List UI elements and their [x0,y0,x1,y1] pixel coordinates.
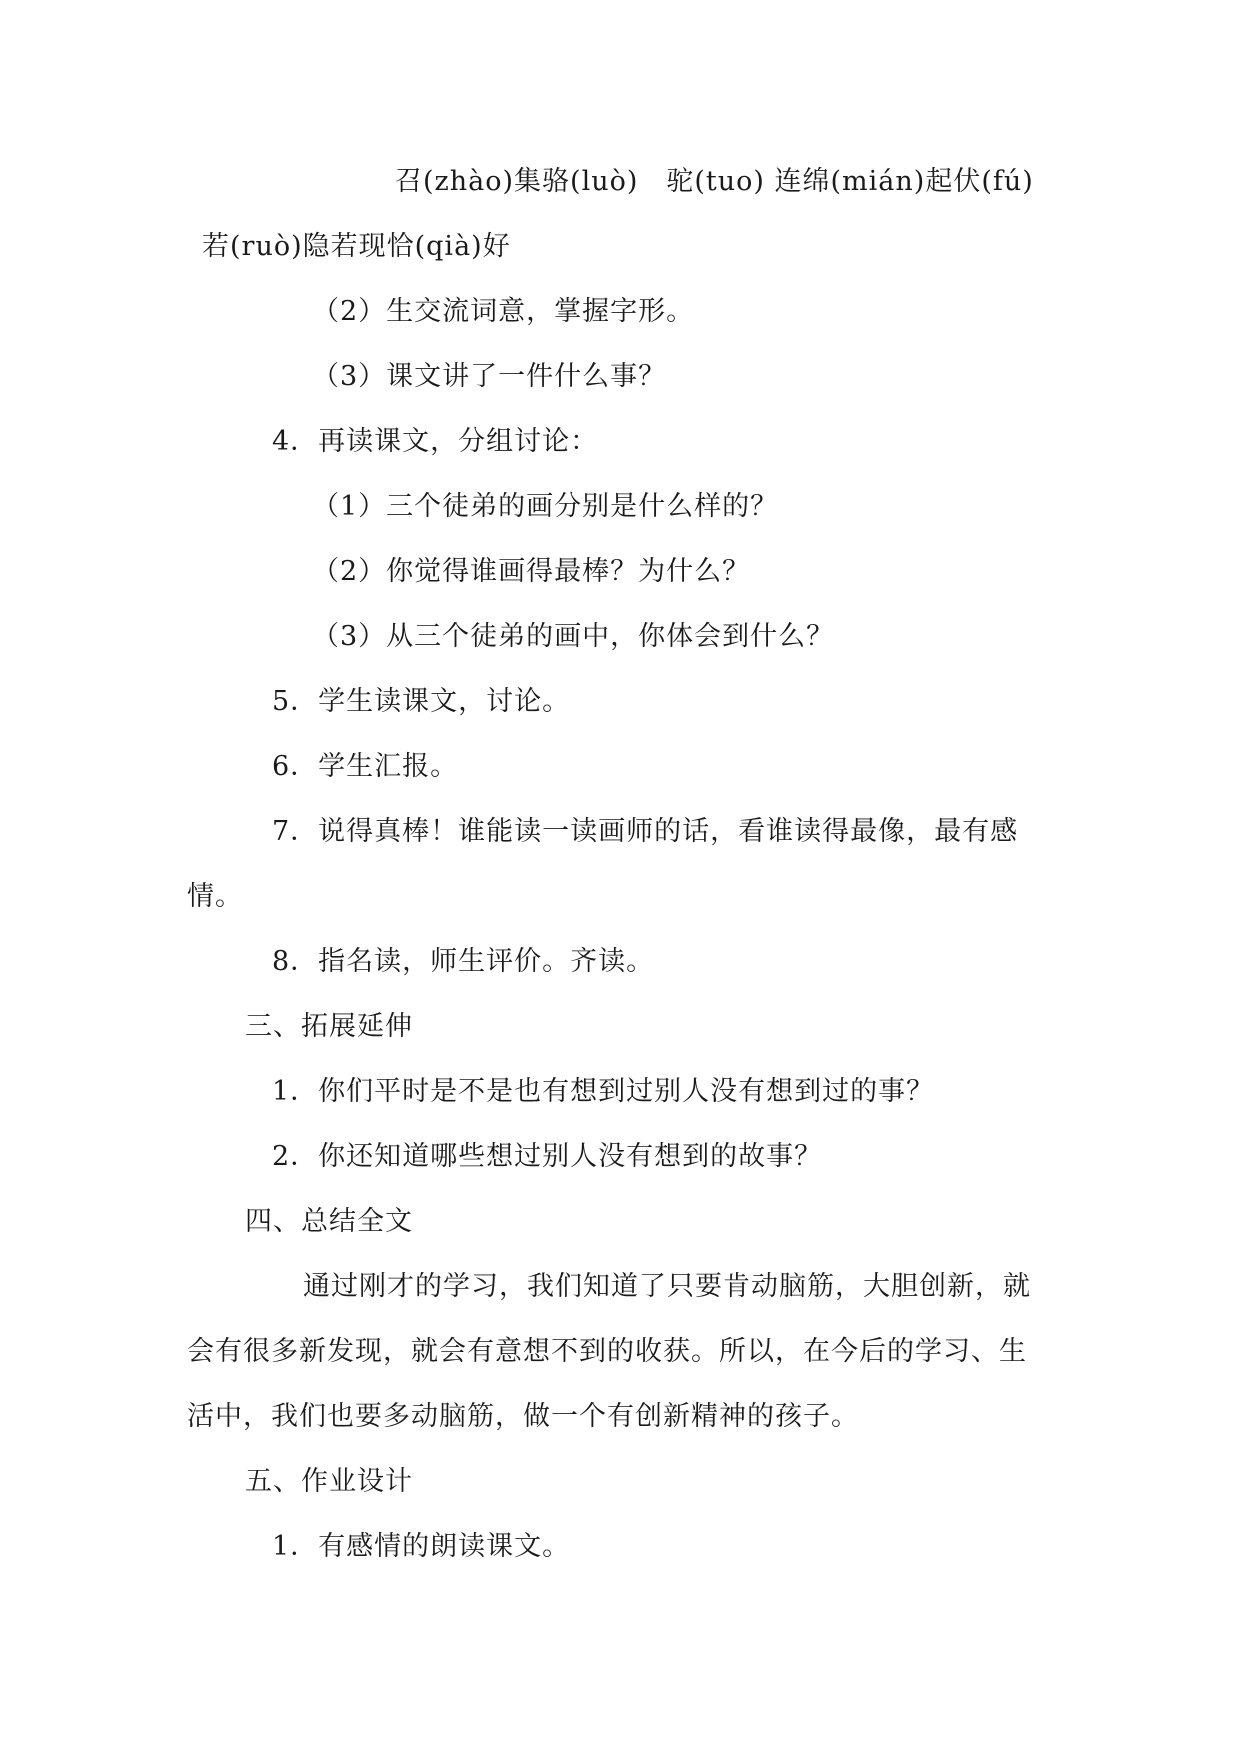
section-heading: 三、拓展延伸 [245,1011,413,1042]
text-line: （3）课文讲了一件什么事？ [312,361,667,392]
paragraph-line: 会有很多新发现，就会有意想不到的收获。所以，在今后的学习、生 [187,1336,1027,1367]
text-line: （3）从三个徒弟的画中，你体会到什么？ [312,621,835,652]
pinyin-line-1: 召(zhào)集骆(luò) 驼(tuo) 连绵(mián)起伏(fú) [395,166,1034,197]
text-line: 4．再读课文，分组讨论： [272,426,599,457]
section-heading: 四、总结全文 [245,1206,413,1237]
text-line: （1）三个徒弟的画分别是什么样的？ [312,491,779,522]
text-line: 8．指名读，师生评价。齐读。 [272,946,655,977]
pinyin-line-2: 若(ruò)隐若现恰(qià)好 [202,231,511,262]
section-heading: 五、作业设计 [245,1466,413,1497]
text-line: （2）你觉得谁画得最棒？为什么？ [312,556,751,587]
text-line: 1．有感情的朗读课文。 [272,1531,571,1562]
text-line: 情。 [187,881,243,912]
text-line: 1．你们平时是不是也有想到过别人没有想到过的事？ [272,1076,935,1107]
text-line: 5．学生读课文，讨论。 [272,686,571,717]
text-line: （2）生交流词意，掌握字形。 [312,296,695,327]
text-line: 6．学生汇报。 [272,751,459,782]
text-line: 2．你还知道哪些想过别人没有想到的故事？ [272,1141,823,1172]
text-line: 7．说得真棒！谁能读一读画师的话，看谁读得最像，最有感 [272,816,1019,847]
paragraph-line: 活中，我们也要多动脑筋，做一个有创新精神的孩子。 [187,1401,859,1432]
paragraph-line: 通过刚才的学习，我们知道了只要肯动脑筋，大胆创新，就 [303,1271,1031,1302]
